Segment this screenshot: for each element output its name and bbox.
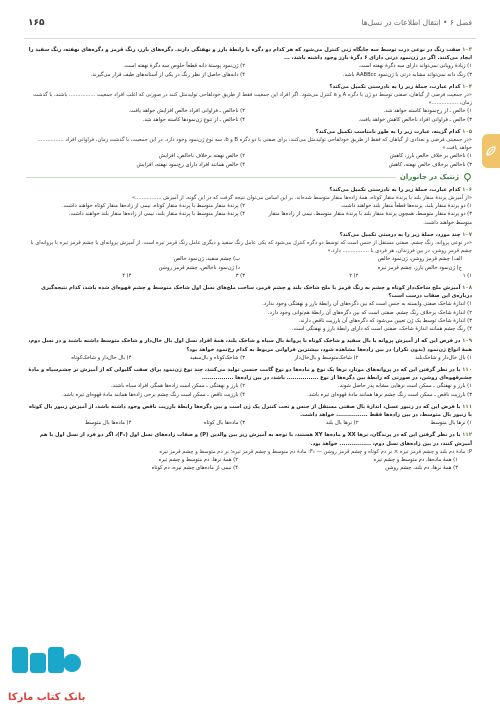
leaf-icon <box>485 145 497 157</box>
question-number: ۱۰۵ <box>462 128 472 135</box>
sub-item-a: الف) چشم قرمز روشن، ژن‌نمود خالص <box>377 256 462 263</box>
options <box>26 272 472 280</box>
sub-item-c: ج) ژن‌نمود خالص بارز، چشم قرمز تیره <box>377 264 462 271</box>
question-number: ۱۰۶ <box>462 186 472 193</box>
question-stem: آمیزش ملخ شاخک‌دار کوتاه و چشم به رنگ قرمز با ملخ شاخک بلند و چشم قرمز، ساخت ملخ‌های نسل اول شاخک متوسط و چشم قهوه‌ای شده باشد، کدام نتیجه‌گیری درباره‌ی این صفات درست است؟ <box>41 285 472 300</box>
option-4[interactable]: ۴) بال خال‌دار و شاخک‌کوتاه <box>71 354 132 361</box>
option-3[interactable]: ۳) بارزیت ناقص ـ ممکن است رنگ چشم نرها همانند مادهٔ قهوه‌ای تیره باشد. <box>307 391 472 398</box>
question-stem: کدام عبارت، جملهٔ زیر را به نادرستی تکمیل می‌کند؟ <box>329 83 461 90</box>
option-4[interactable]: ۴) رنگ چشم همانند اندازهٔ شاخک، صفتی است که دارای رابطهٔ بارز و نهفتگی است. <box>291 326 472 333</box>
question-110 <box>26 366 472 399</box>
option-4[interactable]: ۴) ۴ <box>122 272 132 279</box>
options <box>26 419 472 427</box>
option-4[interactable]: ۴) دانه‌های حاصل از نظر رنگ در یکی از آستانه‌های طیف قرار می‌گیرند. <box>90 71 245 78</box>
option-3[interactable]: ۳) دو پرندهٔ منقار متوسط، همچون پرندهٔ منقار بلند با پرندهٔ منقار متوسط، نیمی از زاده‌ها منقار متوسط خواهند داشت. <box>268 211 472 226</box>
question-stem: با فرض این که در زنبور عسل، اندازهٔ بال صفتی مستقل از جنس و تحت کنترل یک ژن است و بین دگره‌ها رابطهٔ بارزیت ناقص وجود داشته باشد، از آمیزش زنبور بال کوتاه با زنبور بال متوسط، در بین زاده‌ها فقط ................ خواهد داشت. <box>28 403 472 418</box>
option-4[interactable]: ۴) ماده‌ها بال متوسط <box>84 420 132 427</box>
option-1[interactable]: ۱) نرها بال متوسط <box>430 420 472 427</box>
option-2[interactable]: ۲) ۲ <box>349 272 359 279</box>
question-stem: در فرض این که از آمیزش پروانه با بال سفید و شاخک کوتاه با پروانهٔ بال سیاه و شاخک بلند، همهٔ افراد نسل اول بال خال‌دار و شاخک متوسط داشته باشند و در نسل دوم، همهٔ انواع ژن‌نمود (بدون تکرار) در بین زاده‌ها مشاهده شود، بیشترین فراوانی مربوط به کدام رخ‌نمود خواهد بود؟ <box>28 338 472 353</box>
question-number: ۱۰۷ <box>462 231 472 238</box>
question-number: ۱۱۲ <box>462 432 472 439</box>
side-tab <box>482 134 500 168</box>
question-statement: «در جمعیت فرضی از گیاهان، صفتی توسط دو ژن با دگره A و a کنترل می‌شود. اگر افراد این جمعیت فقط از طریق خودلقاحی تولیدمثل کنند در صورتی که اغلب افراد جمعیت ................ باشند، با گذشت زمان، ................» <box>33 92 472 107</box>
question-106 <box>26 186 472 227</box>
option-2[interactable]: ۲) پرندهٔ منقار متوسط با پرندهٔ منقار کوتاه، نیمی از زاده‌ها منقار کوتاه خواهند داشت. <box>62 203 245 210</box>
header-divider <box>24 38 476 39</box>
option-3[interactable]: ۳) ۳ <box>235 272 245 279</box>
option-4[interactable]: ۴) بارزیت ناقص ـ ممکن است رنگ چشم برخی زاده‌ها همانند مادهٔ قهوه‌ای تیره باشد. <box>62 391 245 398</box>
question-stem: کدام عبارت، جملهٔ زیر را به نادرستی تکمیل می‌کند؟ <box>329 186 461 193</box>
option-4[interactable]: ۴) نیمی از ماده‌های چشم تیره، دم کوتاه <box>151 465 238 472</box>
question-stem: با در نظر گرفتن این که در پروانه‌های موتار، نرها یک نوع و ماده‌ها دو نوع گامت جنسی تولید می‌کنند، چند نوع ژن‌نمود برای صفت گلبولی که از آمیزش نر چشم‌سیاه و مادهٔ چشم‌قهوه‌ای روشن، در صورتی که رابطهٔ بین دگره‌ها از نوع ................ باشد، در بین زاده‌ها ................ <box>28 366 472 382</box>
page-number: ۱۶۵ <box>28 18 45 28</box>
options <box>26 107 472 123</box>
question-number: ۱۰۸ <box>462 285 472 292</box>
question-108 <box>26 284 472 333</box>
option-1[interactable]: ۱) دو پرندهٔ منقار بلند، پرنده‌ها قطعاً منقار بلند خواهند داشت. <box>340 203 472 210</box>
option-3[interactable]: ۳) همهٔ نرها، دم بلند، چشم روشن <box>385 465 458 472</box>
location-pin-icon <box>463 173 472 182</box>
brand-name: بانک کتاب مارکا <box>8 692 86 703</box>
question-112 <box>26 431 472 472</box>
sub-items <box>26 255 462 271</box>
options <box>26 62 472 78</box>
section-header <box>26 173 472 182</box>
question-statement: «در نوعی پروانه، رنگ چشم، صفتی مستقل از جنس است که توسط دو دگره کنترل می‌شود که یکی عامل رنگ سفید و دیگری عامل رنگ قرمز تیره است. از آمیزش پروانه‌ای با چشم قرمز تیره با پروانه‌ای با چشم قرمز روشن، در بین فرزندان، هر فردی با ................ دارد.» <box>30 240 472 255</box>
option-3[interactable]: ۳) اندازهٔ شاخک توسط یک ژن تعیین می‌شود که دگره‌های آن بارزیت ناقص دارند. <box>298 317 472 324</box>
option-2[interactable]: ۲) اندازهٔ شاخک برخلاف رنگ چشم، صفتی است که بین دگره‌های آن رابطهٔ هم‌توانی وجود دارد. <box>267 309 472 316</box>
question-103 <box>26 46 472 79</box>
option-2[interactable]: ۲) نرها بال بلند <box>325 420 359 427</box>
option-3[interactable]: ۳) رنگ دانه نمی‌تواند مشابه ذرتی با ژن‌نمود AABBcc باشد. <box>342 71 472 78</box>
chapter-title: فصل ۶ • انتقال اطلاعات در نسل‌ها <box>361 18 472 27</box>
options <box>26 202 472 227</box>
option-2[interactable]: ۲) شاخک‌متوسط و بال‌خال‌دار <box>294 354 359 361</box>
options <box>26 354 472 362</box>
question-stem: صفت رنگ در نوعی ذرت توسط سه جایگاه ژنی کنترل می‌شود که هر کدام دو دگره با رابطهٔ بارز و نهفتگی دارند. دگره‌های بارز، رنگ قرمز و دگره‌های نهفته، رنگ سفید را ایجاد می‌کنند. اگر در ژن‌نمود ذرتی دارای ۶ دگرهٔ بارز وجود داشته باشد، ... <box>28 47 472 62</box>
question-statement: «در جمعیتی فرضی و تعدادی از گیاهان که فقط از طریق خودلقاحی تولیدمثل می‌کنند، برای صفتی با دو دگره B و b، سه نوع ژن‌نمود وجود دارد. در این جمعیت، با گذشت زمان، فراوانی افراد ................ خواهد یافت.» <box>37 137 472 152</box>
options <box>26 152 472 168</box>
cross-diagram: P: مادهٔ دم بلند و چشم قرمز تیره × نر دم کوتاه و چشم قرمز روشن — F₁: مادهٔ دم متوسط و چشم قرمز تیره؛ نر دم متوسط و چشم قرمز تیره <box>159 448 472 455</box>
option-2[interactable]: ۲) ناخالص ـ فراوانی افراد خالص افزایش خواهد یافت. <box>128 108 245 115</box>
question-104 <box>26 83 472 124</box>
question-number: ۱۰۴ <box>462 83 472 90</box>
question-107 <box>26 231 472 280</box>
option-1[interactable]: ۱) بال خال‌دار و شاخک‌بلند <box>415 354 472 361</box>
option-1[interactable]: ۱) بارز و نهفتگی ـ ممکن است نرهایی مشابه پدر حاصل شوند. <box>338 383 472 390</box>
question-109 <box>26 337 472 362</box>
option-2[interactable]: ۲) خالص نهفته برخلاف ناخالص، افزایش <box>158 153 245 160</box>
question-number: ۱۱۱ <box>462 403 472 410</box>
option-2[interactable]: ۲) ژن‌نمود پوستهٔ دانه قطعاً خلوص سه دگرهٔ نهفته است. <box>123 63 245 70</box>
option-1[interactable]: ۱) خالص ـ از رخ‌نمودها کاسته خواهد شد. <box>383 108 472 115</box>
options <box>26 382 472 398</box>
section-title: ژنتیک در جانوران <box>399 173 459 182</box>
option-3[interactable]: ۳) خالص ـ فراوانی افراد ناخالص کاهش خواهد یافت. <box>358 116 472 123</box>
question-number: ۱۰۹ <box>462 338 472 345</box>
sub-item-b: ب) چشم سفید، ژن‌نمود خالص <box>173 256 240 263</box>
options <box>26 300 472 333</box>
question-stem: چند مورد، جملهٔ زیر را به درستی تکمیل می‌کند؟ <box>339 231 461 238</box>
option-4[interactable]: ۴) ناخالص ـ از تنوع ژن‌نمودها کاسته خواهد شد. <box>142 116 245 123</box>
option-1[interactable]: ۱) ۱ <box>462 272 472 279</box>
option-1[interactable]: ۱) همهٔ ماده‌ها، دم متوسط و چشم تیره <box>373 456 458 463</box>
question-statement: «از آمیزش پرندهٔ منقار بلند با پرندهٔ منقار کوتاه، همهٔ زاده‌ها منقار متوسط شده‌اند. بر این اساس می‌توان نتیجه گرفت که در این گونه، از آمیزش ................» <box>131 195 472 202</box>
section-divider <box>26 177 396 178</box>
option-4[interactable]: ۴) خالص همانند افراد دارای رخ‌نمود نهفته، افزایش <box>136 161 245 168</box>
option-3[interactable]: ۳) ناخالص برخلاف خالص نهفته، کاهش <box>388 161 472 168</box>
option-2[interactable]: ۲) همهٔ نرها، دم متوسط و چشم تیره <box>158 456 238 463</box>
question-111 <box>26 403 472 428</box>
question-stem: با در نظر گرفتن این که در پرندگان، نرها XX و ماده‌ها XY هستند، با توجه به آمیزش زیر بین والدین (P) و صفات زاده‌های نسل اول (F₁)، اگر دو فرد از نسل اول با هم آمیزش کنند، در بین زاده‌های نسل دوم، ................ خواهد بود. <box>39 432 472 447</box>
option-4[interactable]: ۴) پرندهٔ منقار متوسط با پرندهٔ منقار بلند، نیمی از زاده‌ها منقار بلند خواهند داشت. <box>68 211 245 218</box>
option-1[interactable]: ۱) زیادهٔ رویانی نمی‌تواند دارای سه دگرهٔ نهفته است. <box>358 63 472 70</box>
question-number: ۱۱۰ <box>462 366 472 373</box>
page-header <box>28 18 472 34</box>
option-2[interactable]: ۲) بارز و نهفتگی ـ ممکن است زاده‌ها همگی افراد سیاه باشند. <box>111 383 245 390</box>
sub-item-d: د) ژن‌نمود ناخالص، چشم قرمز روشن <box>158 264 240 271</box>
options <box>26 456 458 472</box>
option-3[interactable]: ۳) ماده‌ها بال کوتاه <box>203 420 245 427</box>
option-1[interactable]: ۱) اندازهٔ شاخک صفتی وابسته به جنس است که بین دگره‌های آن رابطهٔ بارز و نهفتگی وجود ندارد. <box>262 301 472 308</box>
option-1[interactable]: ۱) ناخالص بر خلاف خالص بارز، کاهش <box>389 153 472 160</box>
option-3[interactable]: ۳) شاخک‌کوتاه و بال‌سفید <box>190 354 245 361</box>
question-number: ۱۰۳ <box>462 47 472 53</box>
marka-logo-icon <box>8 641 86 699</box>
question-stem: کدام گزینه، عبارت زیر را به طور نامناسب تکمیل می‌کند؟ <box>315 128 461 135</box>
question-105 <box>26 128 472 169</box>
questions-area <box>26 46 472 476</box>
